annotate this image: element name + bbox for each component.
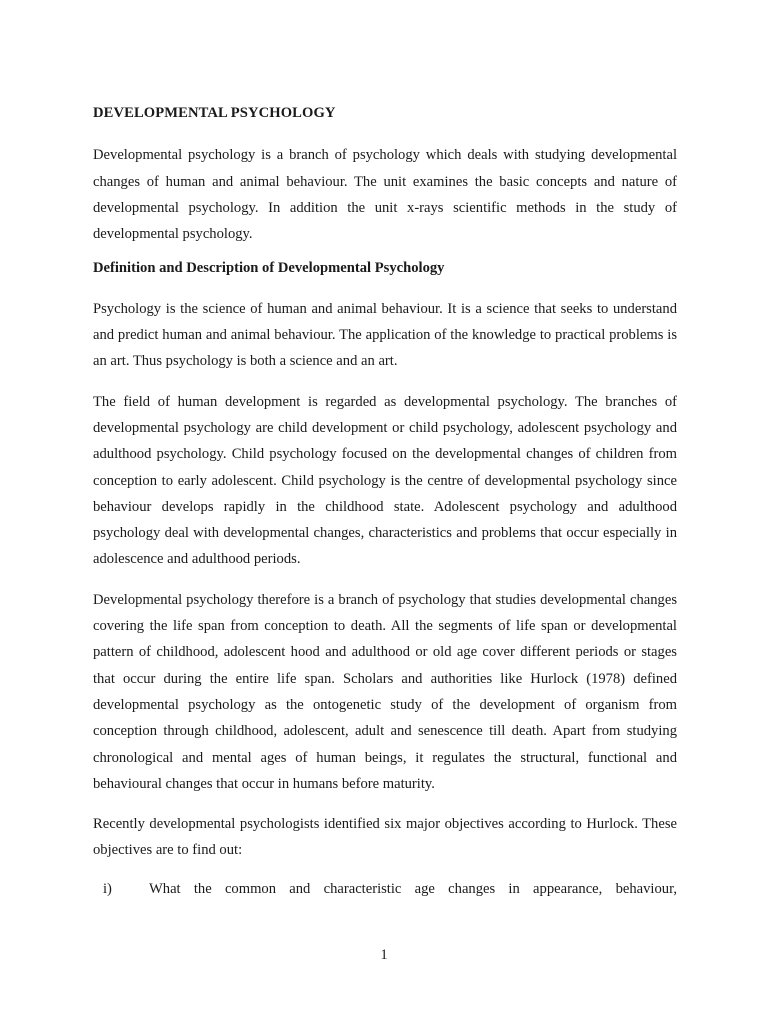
intro-paragraph: Developmental psychology is a branch of psychology which deals with studying developmental changes of human and animal behaviour. The unit examines the basic concepts and nature of developmental psychology. In addition the unit x-rays scientific methods in the study of developmental psychology. [93, 147, 677, 243]
paragraph-field: The field of human development is regarded as developmental psychology. The branches of developmental psychology are child development or child psychology, adolescent psychology and adulthood psychology. Child psychology focused on the developmental changes of children from conception to early adolescent. Child psychology is the centre of developmental psychology since behaviour develops rapidly in the childhood state. Adolescent psychology and adulthood psychology deal with developmental changes, characteristics and problems that occur especially in adolescence and adulthood periods. [93, 393, 677, 568]
document-body [93, 100, 677, 902]
objectives-list [93, 876, 677, 902]
paragraph-objectives: Recently developmental psychologists identified six major objectives according to Hurlock. These objectives are to find out: [93, 816, 677, 859]
page-number: 1 [380, 947, 388, 963]
section-heading: Definition and Description of Developmental Psychology [93, 260, 445, 277]
list-marker: i) [103, 880, 112, 897]
paragraph-science: Psychology is the science of human and animal behaviour. It is a science that seeks to understand and predict human and animal behaviour. The application of the knowledge to practical problems is an art. Thus psychology is both a science and an art. [93, 300, 677, 370]
list-item-text: What the common and characteristic age changes in appearance, behaviour, [149, 880, 677, 897]
list-item [93, 876, 677, 902]
paragraph-definition: Developmental psychology therefore is a branch of psychology that studies developmental changes covering the life span from conception to death. All the segments of life span or developmental pattern of childhood, adolescent hood and adulthood or old age cover different periods or stages that occur during the entire life span. Scholars and authorities like Hurlock (1978) defined developmental psychology as the ontogenetic study of the development of organism from conception through childhood, adolescent, adult and senescence till death. Apart from studying chronological and mental ages of human beings, it regulates the structural, functional and behavioural changes that occur in humans before maturity. [93, 591, 677, 792]
document-title: DEVELOPMENTAL PSYCHOLOGY [93, 105, 336, 121]
